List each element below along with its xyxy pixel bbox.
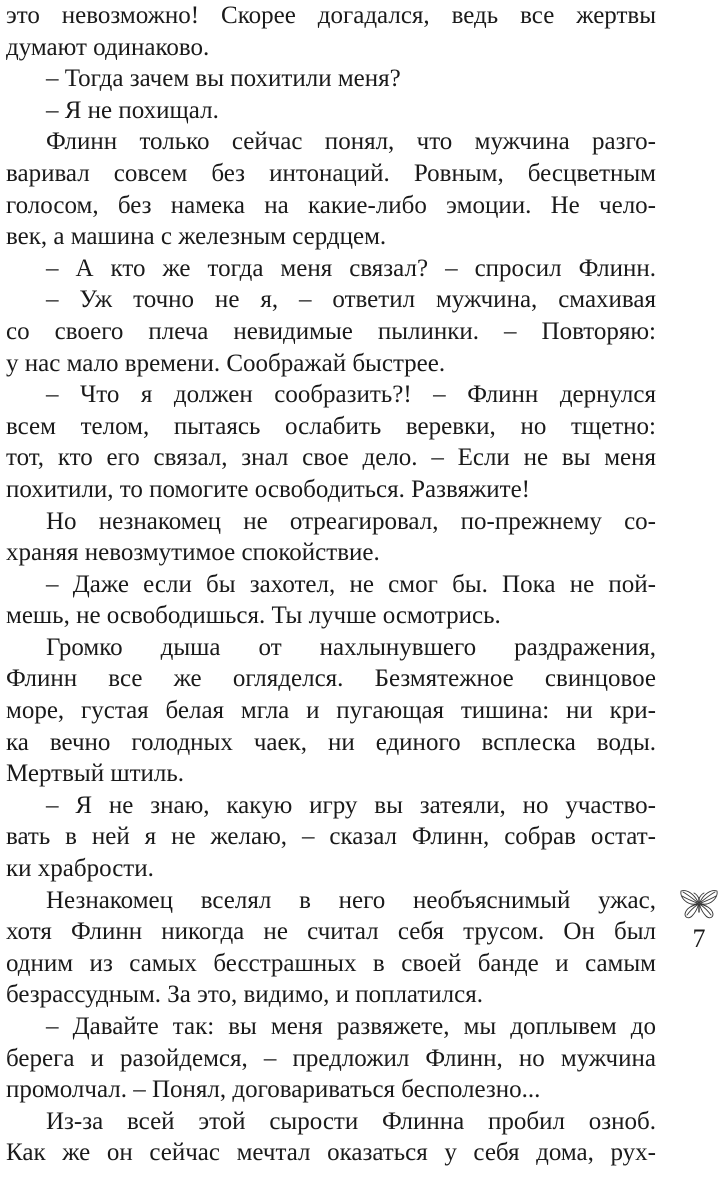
butterfly-icon (679, 888, 719, 922)
text-line: мешь, не освободишься. Ты лучше осмотрись. (6, 602, 501, 630)
text-line: Мертвый штиль. (6, 760, 185, 788)
text-line: Как же он сейчас мечтал оказаться у себя дома, рух- (6, 1139, 656, 1167)
body-text (6, 0, 656, 1169)
text-line: Из-за всей этой сырости Флинна пробил озноб. (46, 1107, 656, 1135)
text-line: у нас мало времени. Соображай быстрее. (6, 349, 446, 377)
text-line: всем телом, пытаясь ослабить веревки, но тщетно: (6, 412, 656, 440)
page-number: 7 (692, 924, 706, 953)
text-line: варивал совсем без интонаций. Ровным, бесцветным (6, 159, 656, 187)
text-line: – Даже если бы захотел, не смог бы. Пока не пой- (46, 570, 656, 598)
text-line: голосом, без намека на какие-либо эмоции. Не чело- (6, 191, 656, 219)
text-line: ка вечно голодных чаек, ни единого всплеска воды. (6, 728, 656, 756)
text-line: – Что я должен сообразить?! – Флинн дернулся (46, 381, 656, 409)
text-line: со своего плеча невидимые пылинки. – Повторяю: (6, 317, 656, 345)
text-line: похитили, то помогите освободиться. Развяжите! (6, 475, 530, 503)
text-line: вать в ней я не желаю, – сказал Флинн, собрав остат- (6, 823, 656, 851)
text-line: Но незнакомец не отреагировал, по-прежнему со- (46, 507, 656, 535)
text-line: безрассудным. За это, видимо, и поплатился. (6, 981, 484, 1009)
text-line: – Тогда зачем вы похитили меня? (46, 65, 401, 93)
text-line: Флинн все же огляделся. Безмятежное свинцовое (6, 665, 656, 693)
text-line: – Уж точно не я, – ответил мужчина, смахивая (46, 286, 656, 314)
text-line: одним из самых бесстрашных в своей банде и самым (6, 949, 656, 977)
text-line: – Я не знаю, какую игру вы затеяли, но участво- (46, 791, 656, 819)
text-line: это невозможно! Скорее догадался, ведь все жертвы (6, 2, 656, 29)
text-line: Громко дыша от нахлынувшего раздражения, (46, 633, 656, 661)
text-line: думают одинаково. (6, 33, 210, 61)
text-line: храняя невозмутимое спокойствие. (6, 539, 380, 567)
text-line: берега и разойдемся, – предложил Флинн, но мужчина (6, 1044, 656, 1072)
text-line: ки храбрости. (6, 855, 154, 883)
text-line: море, густая белая мгла и пугающая тишина: ни кри- (6, 697, 656, 725)
page-footer-ornament (676, 888, 722, 954)
text-line: – Я не похищал. (46, 96, 219, 124)
text-line: хотя Флинн никогда не считал себя трусом. Он был (6, 918, 656, 946)
text-line: век, а машина с железным сердцем. (6, 223, 387, 251)
text-line: – А кто же тогда меня связал? – спросил Флинн. (46, 254, 656, 282)
text-line: тот, кто его связал, знал свое дело. – Если не вы меня (6, 444, 656, 472)
text-line: Флинн только сейчас понял, что мужчина разго- (46, 128, 656, 156)
text-line: Незнакомец вселял в него необъяснимый ужас, (46, 886, 656, 914)
text-line: промолчал. – Понял, договариваться бесполезно... (6, 1076, 541, 1104)
text-line: – Давайте так: вы меня развяжете, мы доплывем до (46, 1013, 656, 1040)
